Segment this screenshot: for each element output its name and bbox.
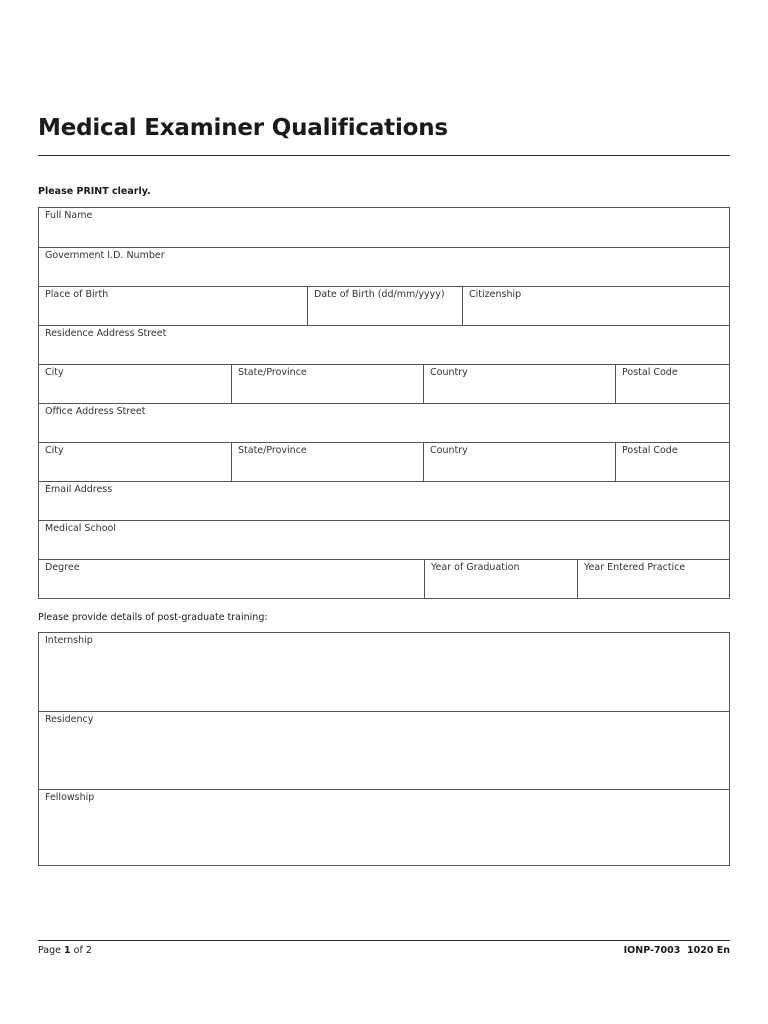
form-row [39, 286, 729, 325]
email-field[interactable]: Email Address [45, 484, 113, 495]
form-row [39, 633, 729, 711]
office-street-field[interactable]: Office Address Street [45, 406, 146, 417]
training-prompt: Please provide details of post-graduate training: [38, 612, 268, 623]
office-city-field[interactable]: City [45, 445, 64, 456]
citizenship-field[interactable]: Citizenship [462, 287, 729, 325]
form-row [39, 247, 729, 286]
year-of-graduation-field[interactable]: Year of Graduation [424, 560, 577, 598]
full-name-field[interactable]: Full Name [45, 210, 93, 221]
page-prefix: Page [38, 945, 65, 956]
form-row [39, 325, 729, 364]
form-row [39, 481, 729, 520]
internship-field[interactable]: Internship [45, 635, 93, 646]
residence-state-field[interactable]: State/Province [231, 365, 423, 403]
residence-country-field[interactable]: Country [423, 365, 615, 403]
title-divider [38, 155, 730, 156]
form-row [39, 403, 729, 442]
form-row [39, 789, 729, 865]
place-of-birth-field[interactable]: Place of Birth [45, 289, 109, 300]
degree-field[interactable]: Degree [45, 562, 80, 573]
residency-field[interactable]: Residency [45, 714, 94, 725]
page-title: Medical Examiner Qualifications [38, 115, 448, 141]
office-postal-field[interactable]: Postal Code [615, 443, 729, 481]
print-instruction: Please PRINT clearly. [38, 186, 151, 197]
form-row [39, 520, 729, 559]
form-row [39, 364, 729, 403]
form-code: IONP-7003 1020 En [623, 945, 730, 956]
page-number [38, 945, 92, 956]
residence-street-field[interactable]: Residence Address Street [45, 328, 167, 339]
date-of-birth-field[interactable]: Date of Birth (dd/mm/yyyy) [307, 287, 462, 325]
form-row [39, 559, 729, 598]
page-current: 1 [64, 945, 71, 956]
fellowship-field[interactable]: Fellowship [45, 792, 95, 803]
year-entered-practice-field[interactable]: Year Entered Practice [577, 560, 729, 598]
office-state-field[interactable]: State/Province [231, 443, 423, 481]
training-form [38, 632, 730, 866]
page-suffix: of 2 [70, 945, 92, 956]
footer-divider [38, 940, 730, 941]
government-id-field[interactable]: Government I.D. Number [45, 250, 165, 261]
form-row [39, 208, 729, 247]
personal-info-form [38, 207, 730, 599]
residence-city-field[interactable]: City [45, 367, 64, 378]
residence-postal-field[interactable]: Postal Code [615, 365, 729, 403]
office-country-field[interactable]: Country [423, 443, 615, 481]
form-row [39, 442, 729, 481]
medical-school-field[interactable]: Medical School [45, 523, 116, 534]
form-row [39, 711, 729, 789]
